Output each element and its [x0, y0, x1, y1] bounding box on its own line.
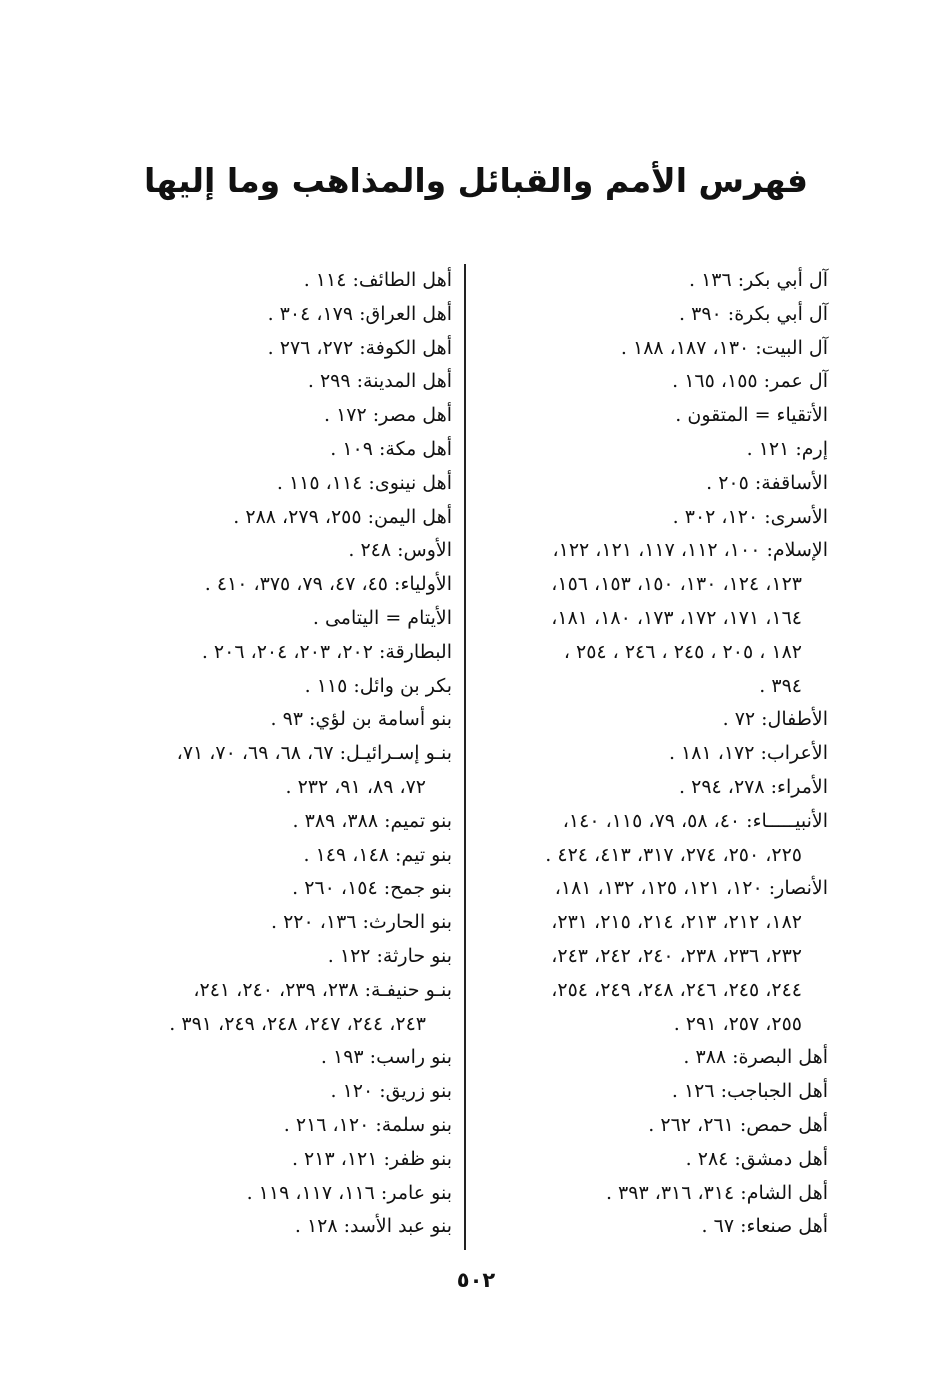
index-entry: بنو عبد الأسد: ١٢٨ . [294, 1215, 452, 1238]
index-entry: أهل مكة: ١٠٩ . [330, 437, 452, 460]
index-entry: الأنبيـــــاء: ٤٠، ٥٨، ٧٩، ١١٥، ١٤٠، [562, 809, 828, 832]
index-entry: الأعراب: ١٧٢، ١٨١ . [668, 742, 828, 765]
index-entry: آل البيت: ١٣٠، ١٨٧، ١٨٨ . [620, 336, 828, 359]
index-entry: الأولياء: ٤٥، ٤٧، ٧٩، ٣٧٥، ٤١٠ . [204, 573, 452, 596]
index-entry: بنو جمح: ١٥٤، ٢٦٠ . [292, 877, 452, 900]
index-entry: بنو ظفر: ١٢١، ٢١٣ . [291, 1147, 452, 1170]
index-entry: بنو راسب: ١٩٣ . [320, 1046, 452, 1069]
index-entry: الأوس: ٢٤٨ . [348, 539, 452, 562]
index-entry: أهل حمص: ٢٦١، ٢٦٢ . [648, 1113, 828, 1136]
index-entry: أهل الشام: ٣١٤، ٣١٦، ٣٩٣ . [605, 1181, 828, 1204]
index-entry: الأتقياء = المتقون . [675, 404, 828, 427]
index-entry: بنـو إسـرائيـل: ٦٧، ٦٨، ٦٩، ٧٠، ٧١، [176, 742, 452, 765]
index-entry: آل أبي بكر: ١٣٦ . [689, 269, 828, 291]
index-entry: أهل صنعاء: ٦٧ . [701, 1215, 828, 1238]
index-entry-continuation: ٢٤٤، ٢٤٥، ٢٤٦، ٢٤٨، ٢٤٩، ٢٥٤، [551, 978, 802, 1001]
index-entry: الإسلام: ١٠٠، ١١٢، ١١٧، ١٢١، ١٢٢، [552, 539, 828, 562]
index-entry: إرم: ١٢١ . [746, 437, 828, 460]
index-entry: بكر بن وائل: ١١٥ . [304, 674, 452, 697]
index-entry: بنـو حنيفـة: ٢٣٨، ٢٣٩، ٢٤٠، ٢٤١، [193, 978, 452, 1001]
index-entry: بنو تيم: ١٤٨، ١٤٩ . [303, 843, 452, 866]
index-entry: الأيتام = اليتامى . [312, 606, 452, 629]
index-entry: بنو عامر: ١١٦، ١١٧، ١١٩ . [246, 1181, 452, 1204]
index-entry-continuation: ١٨٢، ٢١٢، ٢١٣، ٢١٤، ٢١٥، ٢٣١، [551, 911, 802, 934]
index-entry: أهل الكوفة: ٢٧٢، ٢٧٦ . [267, 336, 452, 359]
index-entry: أهل دمشق: ٢٨٤ . [685, 1147, 828, 1170]
index-entry: أهل البصرة: ٣٨٨ . [683, 1046, 828, 1069]
index-entry: أهل المدينة: ٢٩٩ . [307, 370, 452, 393]
index-entry-continuation: ٢٢٥، ٢٥٠، ٢٧٤، ٣١٧، ٤١٣، ٤٢٤ . [545, 843, 802, 866]
index-entry-continuation: ٧٢، ٨٩، ٩١، ٢٣٢ . [285, 775, 426, 798]
index-entry: أهل العراق: ١٧٩، ٣٠٤ . [267, 302, 452, 325]
index-entry: أهل الطائف: ١١٤ . [303, 269, 452, 291]
index-entry-continuation: ١٦٤، ١٧١، ١٧٢، ١٧٣، ١٨٠، ١٨١، [551, 606, 802, 629]
index-column-left [92, 264, 452, 1244]
index-entry: أهل اليمن: ٢٥٥، ٢٧٩، ٢٨٨ . [233, 505, 452, 528]
index-entry-continuation: ١٢٣، ١٢٤، ١٣٠، ١٥٠، ١٥٣، ١٥٦، [551, 573, 802, 596]
index-entry: البطارقة: ٢٠٢، ٢٠٣، ٢٠٤، ٢٠٦ . [201, 640, 452, 663]
index-entry: الأساقفة: ٢٠٥ . [706, 471, 828, 494]
column-divider [464, 264, 466, 1250]
index-entry-continuation: ٢٥٥، ٢٥٧، ٢٩١ . [673, 1012, 802, 1035]
index-entry-continuation: ٣٩٤ . [759, 674, 802, 697]
index-entry: أهل الجباجب: ١٢٦ . [671, 1080, 828, 1103]
index-entry: بنو أسامة بن لؤي: ٩٣ . [270, 708, 452, 731]
index-entry: الأنصار: ١٢٠، ١٢١، ١٢٥، ١٣٢، ١٨١، [554, 877, 828, 900]
index-entry: الأمراء: ٢٧٨، ٢٩٤ . [679, 775, 828, 798]
index-entry: بنو الحارث: ١٣٦، ٢٢٠ . [270, 911, 452, 934]
index-entry: بنو تميم: ٣٨٨، ٣٨٩ . [292, 809, 452, 832]
page-number: ٥٠٢ [456, 1268, 496, 1292]
index-entry: أهل نينوى: ١١٤، ١١٥ . [276, 471, 452, 494]
index-entry: بنو حارثة: ١٢٢ . [327, 944, 452, 967]
index-entry: بنو زريق: ١٢٠ . [330, 1080, 452, 1103]
index-entry: الأطفال: ٧٢ . [722, 708, 828, 731]
index-entry-continuation: ٢٣٢، ٢٣٦، ٢٣٨، ٢٤٠، ٢٤٢، ٢٤٣، [551, 944, 802, 967]
page-title: فهرس الأمم والقبائل والمذاهب وما إليها [144, 161, 808, 200]
index-entry: أهل مصر: ١٧٢ . [323, 404, 452, 427]
index-entry-continuation: ١٨٢ ، ٢٠٥ ، ٢٤٥ ، ٢٤٦ ، ٢٥٤ ، [563, 640, 802, 663]
index-column-right [478, 264, 828, 1244]
index-entry: آل عمر: ١٥٥، ١٦٥ . [672, 370, 828, 393]
index-entry: آل أبي بكرة: ٣٩٠ . [679, 302, 828, 325]
index-entry: الأسرى: ١٢٠، ٣٠٢ . [672, 505, 828, 528]
index-entry-continuation: ٢٤٣، ٢٤٤، ٢٤٧، ٢٤٨، ٢٤٩، ٣٩١ . [169, 1012, 426, 1035]
index-entry: بنو سلمة: ١٢٠، ٢١٦ . [283, 1113, 452, 1136]
